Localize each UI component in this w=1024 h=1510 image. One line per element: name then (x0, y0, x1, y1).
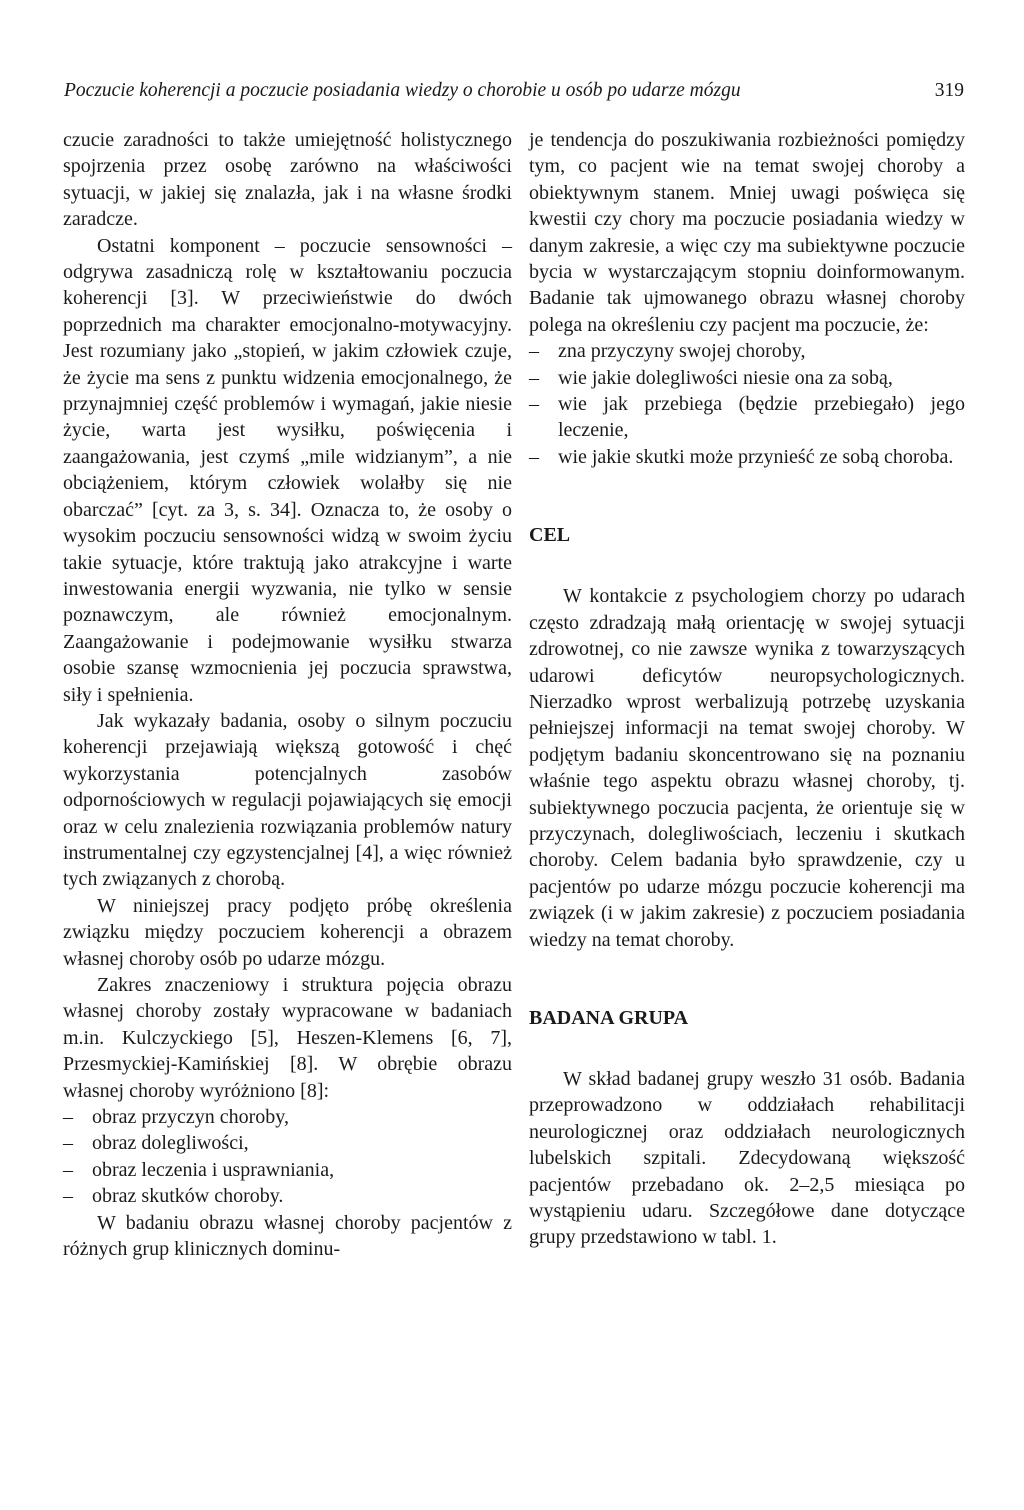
list-patient-knowledge (529, 338, 965, 470)
paragraph: W badaniu obrazu własnej choroby pacjentów z różnych grup klinicznych dominu- (63, 1211, 512, 1261)
list-item: – zna przyczyny swojej choroby, (529, 338, 965, 364)
spacer (529, 953, 965, 1005)
list-item: – wie jak przebiega (będzie przebiegało) jego leczenie, (529, 391, 965, 444)
list-item: – obraz przyczyn choroby, (63, 1104, 512, 1130)
spacer (529, 1031, 965, 1066)
list-item: – obraz skutków choroby. (63, 1183, 512, 1209)
list-image-components (63, 1104, 512, 1210)
left-column (63, 127, 512, 1262)
paragraph: Zakres znaczeniowy i struktura pojęcia obrazu własnej choroby zostały wypracowane w badaniach m.in. Kulczyckiego [5], Heszen-Klemens [6, 7], Przesmyckiej-Kamińskiej [8]. W obrębie obrazu własnej choroby wyróżniono [8]: (63, 974, 512, 1102)
section-heading-cel: CEL (529, 524, 571, 547)
paragraph: je tendencja do poszukiwania rozbieżności pomiędzy tym, co pacjent wie na temat swojej choroby a obiektywnym stanem. Mniej uwagi poświęca się kwestii czy chory ma poczucie posiadania wiedzy w danym zakresie, a więc czy ma subiektywne poczucie bycia w wystarczającym stopniu doinformowanym. Badanie tak ujmowanego obrazu własnej choroby polega na określeniu czy pacjent ma poczucie, że: (529, 129, 965, 336)
running-title: Poczucie koherencji a poczucie posiadania wiedzy o chorobie u osób po udarze mózgu (64, 80, 741, 101)
running-header (64, 74, 964, 108)
page-number: 319 (934, 80, 964, 101)
spacer (529, 548, 965, 583)
spacer (529, 470, 965, 522)
paragraph: W kontakcie z psychologiem chorzy po udarach często zdradzają małą orientację w swojej sytuacji zdrowotnej, co nie zawsze wynika z towarzyszących udarowi deficytów neuropsychologicznych. Nierzadko wprost werbalizują potrzebę uzyskania pełniejszej informacji na temat swojej choroby. W podjętym badaniu skoncentrowano się na poznaniu właśnie tego aspektu obrazu własnej choroby, tj. subiektywnego poczucia pacjenta, że orientuje się w przyczynach, dolegliwościach, leczeniu i skutkach choroby. Celem badania było sprawdzenie, czy u pacjentów po udarze mózgu poczucie koherencji ma związek (i w jakim zakresie) z poczuciem posiadania wiedzy na temat choroby. (529, 585, 965, 951)
section-heading-badana-grupa: BADANA GRUPA (529, 1006, 689, 1029)
paragraph: W niniejszej pracy podjęto próbę określenia związku między poczuciem koherencji a obrazem własnej choroby osób po udarze mózgu. (63, 894, 512, 970)
right-column (529, 127, 965, 1251)
paragraph: czucie zaradności to także umiejętność holistycznego spojrzenia przez osobę zarówno na właściwości sytuacji, w jakiej się znalazła, jak i na własne środki zaradcze. (63, 129, 512, 231)
paragraph: Jak wykazały badania, osoby o silnym poczuciu koherencji przejawiają większą gotowość i chęć wykorzystania potencjalnych zasobów odpornościowych w regulacji pojawiających się emocji oraz w celu znalezienia rozwiązania problemów natury instrumentalnej czy egzystencjalnej [4], a więc również tych związanych z chorobą. (63, 709, 512, 891)
paragraph: W skład badanej grupy weszło 31 osób. Badania przeprowadzono w oddziałach rehabilitacji neurologicznej oraz oddziałach neurologicznych lubelskich szpitali. Zdecydowaną większość pacjentów przebadano ok. 2–2,5 miesiąca po wystąpieniu udaru. Szczegółowe dane dotyczące grupy przedstawiono w tabl. 1. (529, 1067, 965, 1249)
paragraph: Ostatni komponent – poczucie sensowności – odgrywa zasadniczą rolę w kształtowaniu poczucia koherencji [3]. W przeciwieństwie do dwóch poprzednich ma charakter emocjonalno-motywacyjny. Jest rozumiany jako „stopień, w jakim człowiek czuje, że życie ma sens z punktu widzenia emocjonalnego, że przynajmniej część problemów i wymagań, jakie niesie życie, warta jest wysiłku, poświęcenia i zaangażowania, jest czymś „mile widzianym”, a nie obciążeniem, którym człowiek wolałby się nie obarczać” [cyt. za 3, s. 34]. Oznacza to, że osoby o wysokim poczuciu sensowności widzą w swoim życiu takie sytuacje, które traktują jako atrakcyjne i warte inwestowania energii wyzwania, nie tylko w sensie poznawczym, ale również emocjonalnym. Zaangażowanie i podejmowanie wysiłku stwarza osobie szansę wzmocnienia jej poczucia sprawstwa, siły i spełnienia. (63, 234, 512, 706)
list-item: – wie jakie skutki może przynieść ze sobą choroba. (529, 444, 965, 470)
list-item: – obraz dolegliwości, (63, 1130, 512, 1156)
list-item: – wie jakie dolegliwości niesie ona za sobą, (529, 365, 965, 391)
list-item: – obraz leczenia i usprawniania, (63, 1157, 512, 1183)
